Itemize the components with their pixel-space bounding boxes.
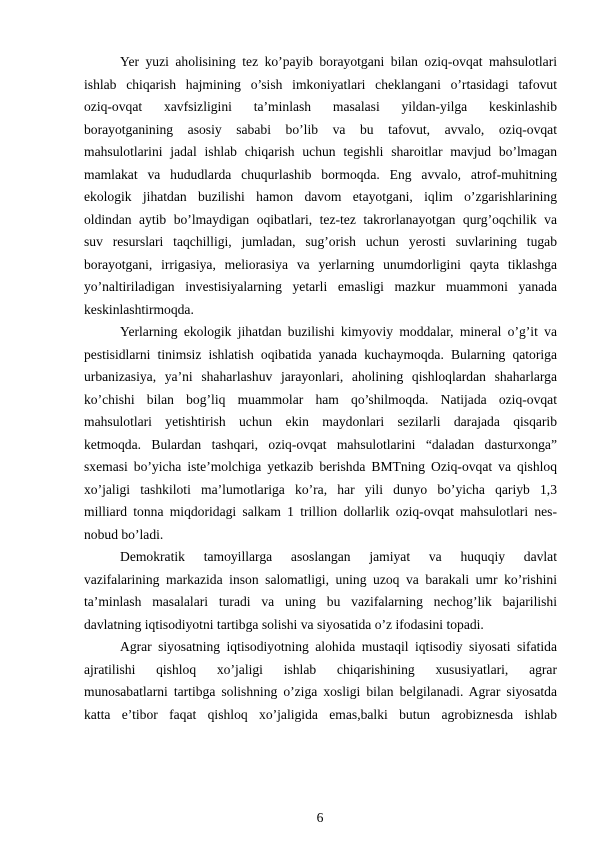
text-line: keskinlashtirmoqda.: [84, 301, 194, 317]
text-line: ajratilishi qishloq xo’jaligi ishlab chiqarishining xususiyatlari, agrar: [84, 661, 557, 677]
text-line: nobud bo’ladi.: [84, 526, 164, 542]
page-number: 6: [316, 810, 324, 825]
text-line: mamlakat va hududlarda chuqurlashib bormoqda. Eng avvalo, atrof-muhitning: [84, 166, 557, 182]
text-line: ishlab chiqarish hajmining o’sish imkoniyatlari cheklangani o’rtasidagi tafovut: [84, 76, 557, 92]
text-line: Yerlarning ekologik jihatdan buzilishi kimyoviy moddalar, mineral o’g’it va: [120, 324, 557, 339]
text-line: ketmoqda. Bulardan tashqari, oziq-ovqat mahsulotlarini “daladan dasturxonga”: [84, 436, 557, 452]
text-line: borayotgani, irrigasiya, meliorasiya va yerlarning unumdorligini qayta tiklashga: [84, 256, 557, 272]
text-line: oziq-ovqat xavfsizligini ta’minlash masalasi yildan-yilga keskinlashib: [84, 99, 557, 114]
text-line: Agrar siyosatning iqtisodiyotning alohida mustaqil iqtisodiy siyosati sifatida: [120, 639, 557, 654]
text-line: munosabatlarni tartibga solishning o’ziga xosligi bilan belgilanadi. Agrar siyosatda: [84, 684, 557, 699]
text-line: katta e’tibor faqat qishloq xo’jaligida emas,balki butun agrobiznesda ishlab: [84, 706, 557, 722]
document-body: [84, 51, 557, 726]
text-line: urbanizasiya, ya’ni shaharlashuv jarayonlari, aholining qishloqlardan shaharlarga: [84, 369, 557, 384]
text-line: xo’jaligi tashkiloti ma’lumotlariga ko’ra, har yili dunyo bo’yicha qariyb 1,3: [84, 481, 557, 497]
text-line: oldindan aytib bo’lmaydigan oqibatlari, tez-tez takrorlanayotgan qurg’oqchilik va: [84, 211, 557, 227]
text-line: ta’minlash masalalari turadi va uning bu vazifalarning nechog’lik bajarilishi: [84, 594, 557, 609]
text-line: ekologik jihatdan buzilishi hamon davom etayotgani, iqlim o’zgarishlarining: [84, 189, 557, 204]
paragraph-2: [84, 321, 557, 546]
paragraph-3: [84, 546, 557, 636]
text-line: Yer yuzi aholisining tez ko’payib borayotgani bilan oziq-ovqat mahsulotlari: [120, 54, 557, 69]
text-line: mahsulotlarini jadal ishlab chiqarish uchun tegishli sharoitlar mavjud bo’lmagan: [84, 144, 557, 159]
text-line: borayotganining asosiy sababi bo’lib va bu tafovut, avvalo, oziq-ovqat: [84, 121, 557, 137]
text-line: suv resurslari taqchilligi, jumladan, sug’orish uchun yerosti suvlarining tugab: [84, 234, 557, 249]
text-line: pestisidlarni tinimsiz ishlatish oqibatida yanada kuchaymoqda. Bularning qatoriga: [84, 346, 557, 362]
paragraph-1: [84, 51, 557, 321]
text-line: yo’naltiriladigan investisiyalarning yetarli emasligi mazkur muammoni yanada: [84, 279, 557, 294]
text-line: Demokratik tamoyillarga asoslangan jamiyat va huquqiy davlat: [120, 549, 557, 564]
text-line: ko’chishi bilan bog’liq muammolar ham qo’shilmoqda. Natijada oziq-ovqat: [84, 391, 557, 407]
text-line: sxemasi bo’yicha iste’molchiga yetkazib berishda BMTning Oziq-ovqat va qishloq: [84, 459, 557, 474]
paragraph-4: [84, 636, 557, 726]
text-line: davlatning iqtisodiyotni tartibga solishi va siyosatida o’z ifodasini topadi.: [84, 616, 484, 632]
text-line: mahsulotlari yetishtirish uchun ekin maydonlari sezilarli darajada qisqarib: [84, 414, 557, 429]
text-line: milliard tonna miqdoridagi salkam 1 trillion dollarlik oziq-ovqat mahsulotlari nes-: [84, 504, 557, 519]
text-line: vazifalarining markazida inson salomatligi, uning uzoq va barakali umr ko’rishini: [84, 571, 557, 587]
